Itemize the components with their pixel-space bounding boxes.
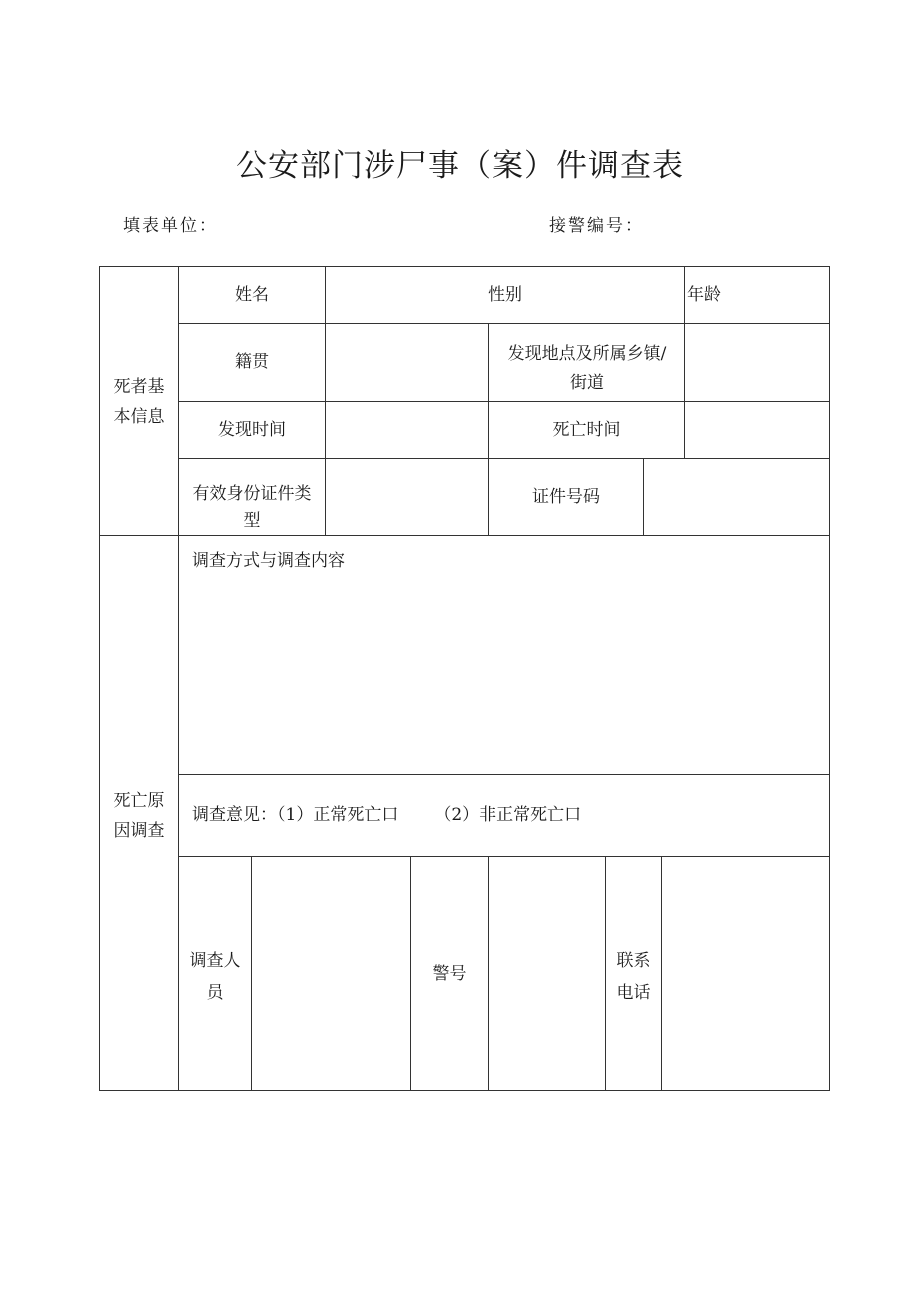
native-place-label: 籍贯 (235, 352, 269, 372)
id-number-label: 证件号码 (532, 487, 600, 507)
investigation-method-label: 调查方式与调查内容 (192, 551, 345, 571)
row-rule (178, 856, 830, 857)
id-type-label: 有效身份证件类 型 (192, 484, 312, 531)
name-gender-cell[interactable]: 性别 (488, 285, 522, 305)
row-rule (178, 323, 830, 324)
opinion-label: 调查意见： (192, 805, 277, 825)
col-rule (643, 458, 644, 536)
age-label: 年龄 (687, 285, 721, 305)
row-rule (178, 774, 830, 775)
table-border-right (829, 266, 830, 1091)
contact-phone-label: 联系 电话 (616, 951, 651, 1003)
option-normal-death[interactable]: （1）正常死亡口 (277, 805, 399, 825)
section-rule (99, 535, 830, 536)
col-rule (488, 856, 489, 1091)
alarm-number-label: 接警编号： (549, 216, 644, 236)
col-rule (661, 856, 662, 1091)
investigator-label: 调查人 员 (189, 951, 241, 1003)
badge-number-label: 警号 (432, 964, 467, 984)
investigation-opinion (192, 800, 581, 830)
col-rule (251, 856, 252, 1091)
table-border-top (99, 266, 830, 267)
death-cause-section-label: 死亡原 因调查 (113, 791, 165, 841)
name-label: 姓名 (235, 285, 269, 305)
table-border-bottom (99, 1090, 830, 1091)
basic-info-section-label: 死者基 本信息 (113, 377, 165, 427)
found-location-label: 发现地点及所属乡镇/ 街道 (507, 344, 667, 393)
row-rule (178, 401, 830, 402)
fill-unit-label: 填表单位： (123, 216, 218, 236)
found-time-label: 发现时间 (218, 420, 286, 440)
form-title: 公安部门涉尸事（案）件调查表 (236, 148, 684, 184)
death-time-label: 死亡时间 (552, 420, 621, 440)
row-rule (178, 458, 830, 459)
option-abnormal-death[interactable]: （2）非正常死亡口 (434, 805, 582, 825)
